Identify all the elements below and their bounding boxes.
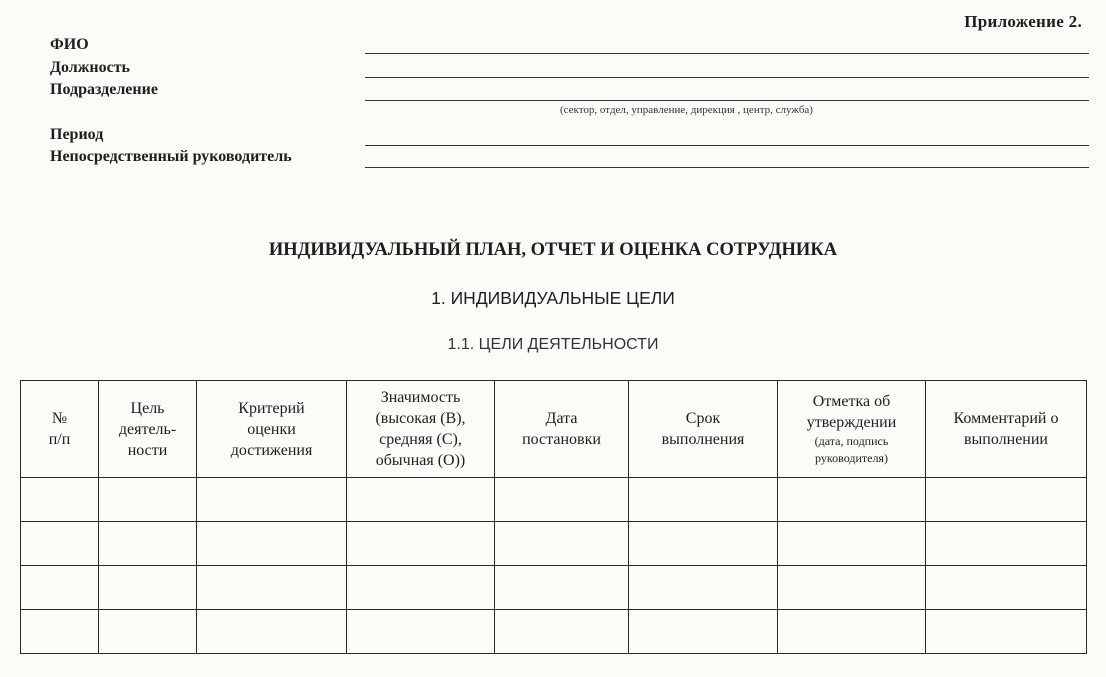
table-cell[interactable]	[629, 566, 778, 610]
col-number: № п/п	[21, 381, 99, 478]
table-cell[interactable]	[21, 610, 99, 654]
table-cell[interactable]	[197, 610, 347, 654]
table-cell[interactable]	[778, 522, 926, 566]
table-row	[21, 610, 1087, 654]
table-header-row	[21, 381, 1087, 478]
department-label: Подразделение	[50, 81, 158, 98]
department-note: (сектор, отдел, управление, дирекция , центр, служба)	[560, 104, 813, 116]
col-set-date: Дата постановки	[495, 381, 629, 478]
col-comment: Комментарий о выполнении	[926, 381, 1087, 478]
table-cell[interactable]	[99, 566, 197, 610]
table-cell[interactable]	[629, 610, 778, 654]
position-label: Должность	[50, 59, 131, 76]
table-body	[21, 478, 1087, 654]
table-row	[21, 478, 1087, 522]
table-cell[interactable]	[347, 610, 495, 654]
col-goal: Цель деятель- ности	[99, 381, 197, 478]
department-line[interactable]	[365, 100, 1089, 101]
table-cell[interactable]	[347, 478, 495, 522]
table-cell[interactable]	[495, 522, 629, 566]
table-cell[interactable]	[495, 610, 629, 654]
subsection-title: 1.1. ЦЕЛИ ДЕЯТЕЛЬНОСТИ	[447, 336, 659, 353]
appendix-label: Приложение 2.	[964, 12, 1082, 31]
col-approval: Отметка об утверждении (дата, подпись руководителя)	[778, 381, 926, 478]
table-cell[interactable]	[926, 566, 1087, 610]
table-cell[interactable]	[99, 478, 197, 522]
table-cell[interactable]	[347, 522, 495, 566]
manager-label: Непосредственный руководитель	[50, 148, 292, 165]
table-cell[interactable]	[778, 478, 926, 522]
table-cell[interactable]	[926, 522, 1087, 566]
fio-label: ФИО	[50, 36, 89, 53]
section-title: 1. ИНДИВИДУАЛЬНЫЕ ЦЕЛИ	[431, 288, 675, 308]
table-cell[interactable]	[629, 522, 778, 566]
table-row	[21, 566, 1087, 610]
fio-line[interactable]	[365, 53, 1089, 54]
document-title: ИНДИВИДУАЛЬНЫЙ ПЛАН, ОТЧЕТ И ОЦЕНКА СОТРУДНИКА	[268, 240, 838, 260]
table-cell[interactable]	[21, 522, 99, 566]
table-cell[interactable]	[926, 610, 1087, 654]
table-cell[interactable]	[21, 566, 99, 610]
period-label: Период	[50, 126, 104, 143]
table-row	[21, 522, 1087, 566]
table-cell[interactable]	[99, 522, 197, 566]
table-cell[interactable]	[495, 478, 629, 522]
manager-line[interactable]	[365, 167, 1089, 168]
goals-table	[20, 380, 1087, 654]
table-cell[interactable]	[347, 566, 495, 610]
col-deadline: Срок выполнения	[629, 381, 778, 478]
table-cell[interactable]	[197, 522, 347, 566]
table-cell[interactable]	[778, 610, 926, 654]
table-cell[interactable]	[21, 478, 99, 522]
table-cell[interactable]	[629, 478, 778, 522]
table-cell[interactable]	[197, 566, 347, 610]
table-cell[interactable]	[926, 478, 1087, 522]
period-line[interactable]	[365, 145, 1089, 146]
col-criterion: Критерий оценки достижения	[197, 381, 347, 478]
table-cell[interactable]	[197, 478, 347, 522]
table-cell[interactable]	[495, 566, 629, 610]
table-cell[interactable]	[99, 610, 197, 654]
table-cell[interactable]	[778, 566, 926, 610]
position-line[interactable]	[365, 77, 1089, 78]
col-significance: Значимость (высокая (В), средняя (С), обычная (О))	[347, 381, 495, 478]
